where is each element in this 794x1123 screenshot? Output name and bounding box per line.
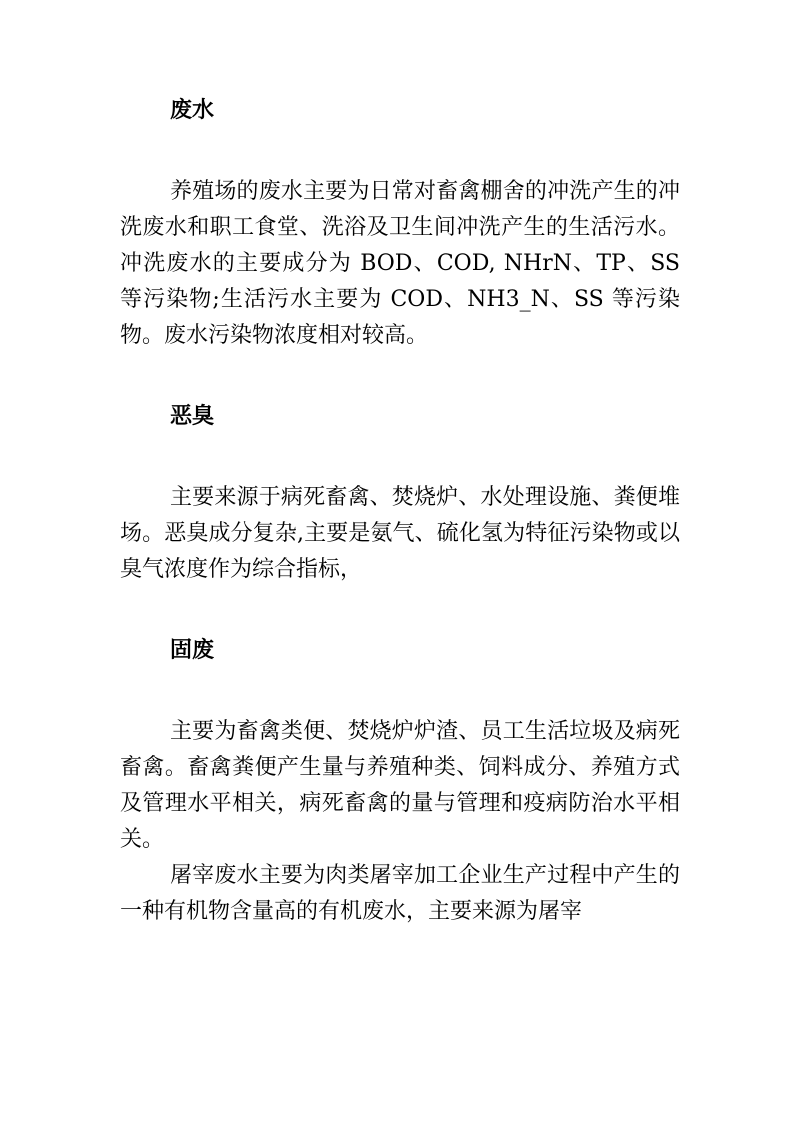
section-paragraph: 主要为畜禽类便、焚烧炉炉渣、员工生活垃圾及病死畜禽。畜禽粪便产生量与养殖种类、饲料成分、养殖方式及管理水平相关，病死畜禽的量与管理和疫病防治水平相关。 bbox=[120, 719, 680, 852]
section-solid-waste bbox=[120, 632, 680, 930]
section-wastewater bbox=[120, 92, 680, 354]
section-paragraph: 屠宰废水主要为肉类屠宰加工企业生产过程中产生的一种有机物含量高的有机废水，主要来源为屠宰 bbox=[120, 863, 680, 924]
section-odor bbox=[120, 398, 680, 588]
document-body bbox=[120, 92, 680, 930]
section-heading: 固废 bbox=[170, 637, 215, 663]
section-paragraph: 主要来源于病死畜禽、焚烧炉、水处理设施、粪便堆场。恶臭成分复杂,主要是氨气、硫化氢为特征污染物或以臭气浓度作为综合指标， bbox=[120, 485, 680, 582]
section-heading: 恶臭 bbox=[170, 403, 215, 429]
section-paragraph: 养殖场的废水主要为日常对畜禽棚舍的冲洗产生的冲洗废水和职工食堂、洗浴及卫生间冲洗产生的生活污水。冲洗废水的主要成分为 BOD、COD, NHrN、TP、SS 等污染物;生活污水主要为 COD、NH3_N、SS 等污染物。废水污染物浓度相对较高。 bbox=[120, 179, 680, 348]
section-heading: 废水 bbox=[170, 97, 215, 123]
